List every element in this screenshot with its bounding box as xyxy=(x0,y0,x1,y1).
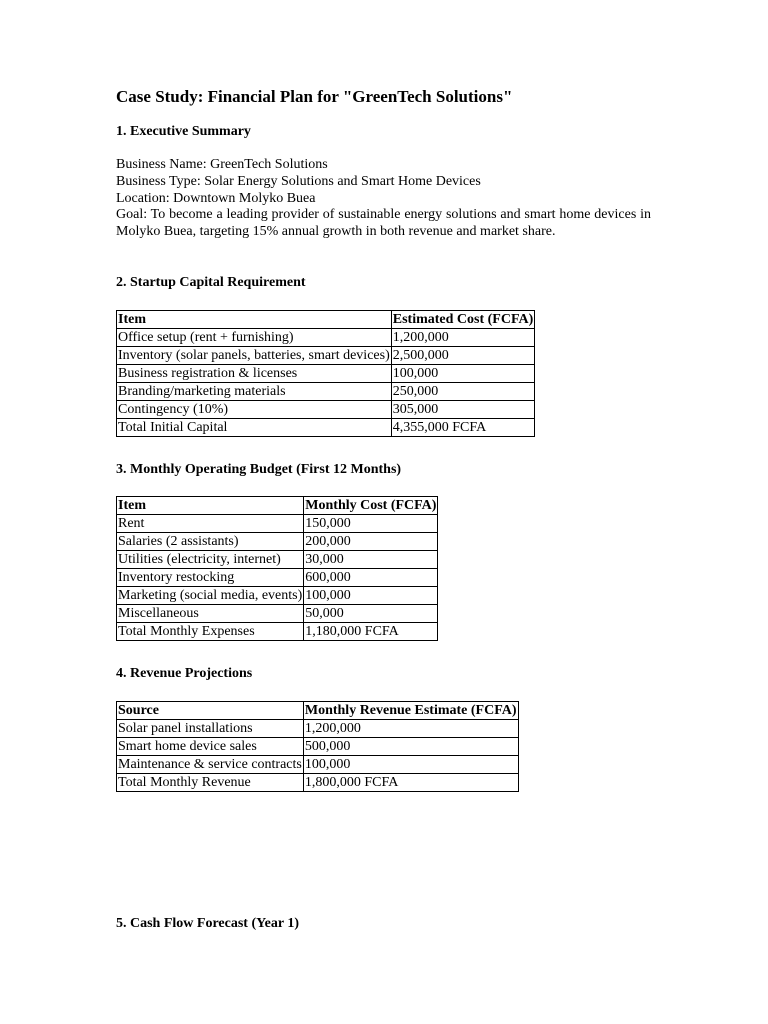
table-row xyxy=(117,533,438,551)
table-cell-revenue: 1,800,000 FCFA xyxy=(303,774,518,792)
section-heading-revenue-projections: 4. Revenue Projections xyxy=(116,666,253,681)
table-row xyxy=(117,738,519,756)
section-heading-startup-capital: 2. Startup Capital Requirement xyxy=(116,275,306,290)
table-cell-cost: 600,000 xyxy=(304,569,438,587)
table-cell-item: Inventory (solar panels, batteries, smart devices) xyxy=(118,348,390,363)
table-row xyxy=(117,347,535,365)
table-cell-source: Maintenance & service contracts xyxy=(118,757,302,772)
business-name-line: Business Name: GreenTech Solutions xyxy=(116,157,328,172)
table-header-row xyxy=(117,311,535,329)
column-header-estimated-cost: Estimated Cost (FCFA) xyxy=(392,312,534,327)
table-cell-cost: 100,000 xyxy=(304,587,438,605)
executive-summary-body xyxy=(116,157,651,241)
table-row xyxy=(117,329,535,347)
table-header-row xyxy=(117,497,438,515)
table-cell-item: Total Initial Capital xyxy=(117,419,392,437)
table-cell-item: Office setup (rent + furnishing) xyxy=(117,329,392,347)
table-cell-item: Total Monthly Expenses xyxy=(117,623,304,641)
table-cell-cost: 100,000 xyxy=(391,365,535,383)
column-header-monthly-revenue: Monthly Revenue Estimate (FCFA) xyxy=(304,703,517,718)
table-cell-cost: 150,000 xyxy=(304,515,438,533)
table-cell-item: Business registration & licenses xyxy=(117,365,392,383)
table-header-row xyxy=(117,702,519,720)
table-cell-cost: 2,500,000 xyxy=(391,347,535,365)
section-heading-cash-flow: 5. Cash Flow Forecast (Year 1) xyxy=(116,916,300,931)
table-row xyxy=(117,605,438,623)
startup-capital-table xyxy=(116,310,535,437)
section-heading-operating-budget: 3. Monthly Operating Budget (First 12 Months) xyxy=(116,462,402,477)
table-cell-source: Solar panel installations xyxy=(117,720,304,738)
table-row xyxy=(117,401,535,419)
revenue-projections-table xyxy=(116,701,519,792)
table-cell-item: Branding/marketing materials xyxy=(117,383,392,401)
table-row xyxy=(117,569,438,587)
table-cell-item: Miscellaneous xyxy=(117,605,304,623)
business-type-line: Business Type: Solar Energy Solutions and Smart Home Devices xyxy=(116,173,481,189)
column-header-monthly-cost: Monthly Cost (FCFA) xyxy=(305,498,437,513)
table-cell-cost: 200,000 xyxy=(304,533,438,551)
table-row xyxy=(117,383,535,401)
table-cell-cost: 1,180,000 FCFA xyxy=(304,623,438,641)
goal-paragraph: Goal: To become a leading provider of sustainable energy solutions and smart home devices in Molyko Buea, targeting 15% annual growth in both revenue and market share. xyxy=(116,207,651,240)
table-cell-item: Inventory restocking xyxy=(117,569,304,587)
table-row xyxy=(117,720,519,738)
table-total-row xyxy=(117,774,519,792)
table-row xyxy=(117,515,438,533)
table-cell-item: Utilities (electricity, internet) xyxy=(117,551,304,569)
table-cell-item: Marketing (social media, events) xyxy=(118,588,303,603)
table-cell-revenue: 100,000 xyxy=(303,756,518,774)
column-header-item: Item xyxy=(117,497,304,515)
table-row xyxy=(117,551,438,569)
location-line: Location: Downtown Molyko Buea xyxy=(116,190,316,206)
table-cell-cost: 305,000 xyxy=(391,401,535,419)
table-cell-item: Salaries (2 assistants) xyxy=(117,533,304,551)
table-cell-source: Total Monthly Revenue xyxy=(117,774,304,792)
table-row xyxy=(117,365,535,383)
section-heading-executive-summary: 1. Executive Summary xyxy=(116,124,251,139)
table-cell-source: Smart home device sales xyxy=(117,738,304,756)
document-title: Case Study: Financial Plan for "GreenTech Solutions" xyxy=(116,87,513,106)
operating-budget-table xyxy=(116,496,438,641)
table-cell-revenue: 500,000 xyxy=(303,738,518,756)
table-cell-revenue: 1,200,000 xyxy=(303,720,518,738)
table-cell-cost: 4,355,000 FCFA xyxy=(391,419,535,437)
table-row xyxy=(117,756,519,774)
table-cell-cost: 50,000 xyxy=(304,605,438,623)
table-row xyxy=(117,587,438,605)
table-cell-cost: 1,200,000 xyxy=(391,329,535,347)
column-header-item: Item xyxy=(117,311,392,329)
table-cell-item: Contingency (10%) xyxy=(117,401,392,419)
table-cell-cost: 250,000 xyxy=(391,383,535,401)
table-total-row xyxy=(117,419,535,437)
table-total-row xyxy=(117,623,438,641)
table-cell-cost: 30,000 xyxy=(304,551,438,569)
column-header-source: Source xyxy=(117,702,304,720)
table-cell-item: Rent xyxy=(117,515,304,533)
